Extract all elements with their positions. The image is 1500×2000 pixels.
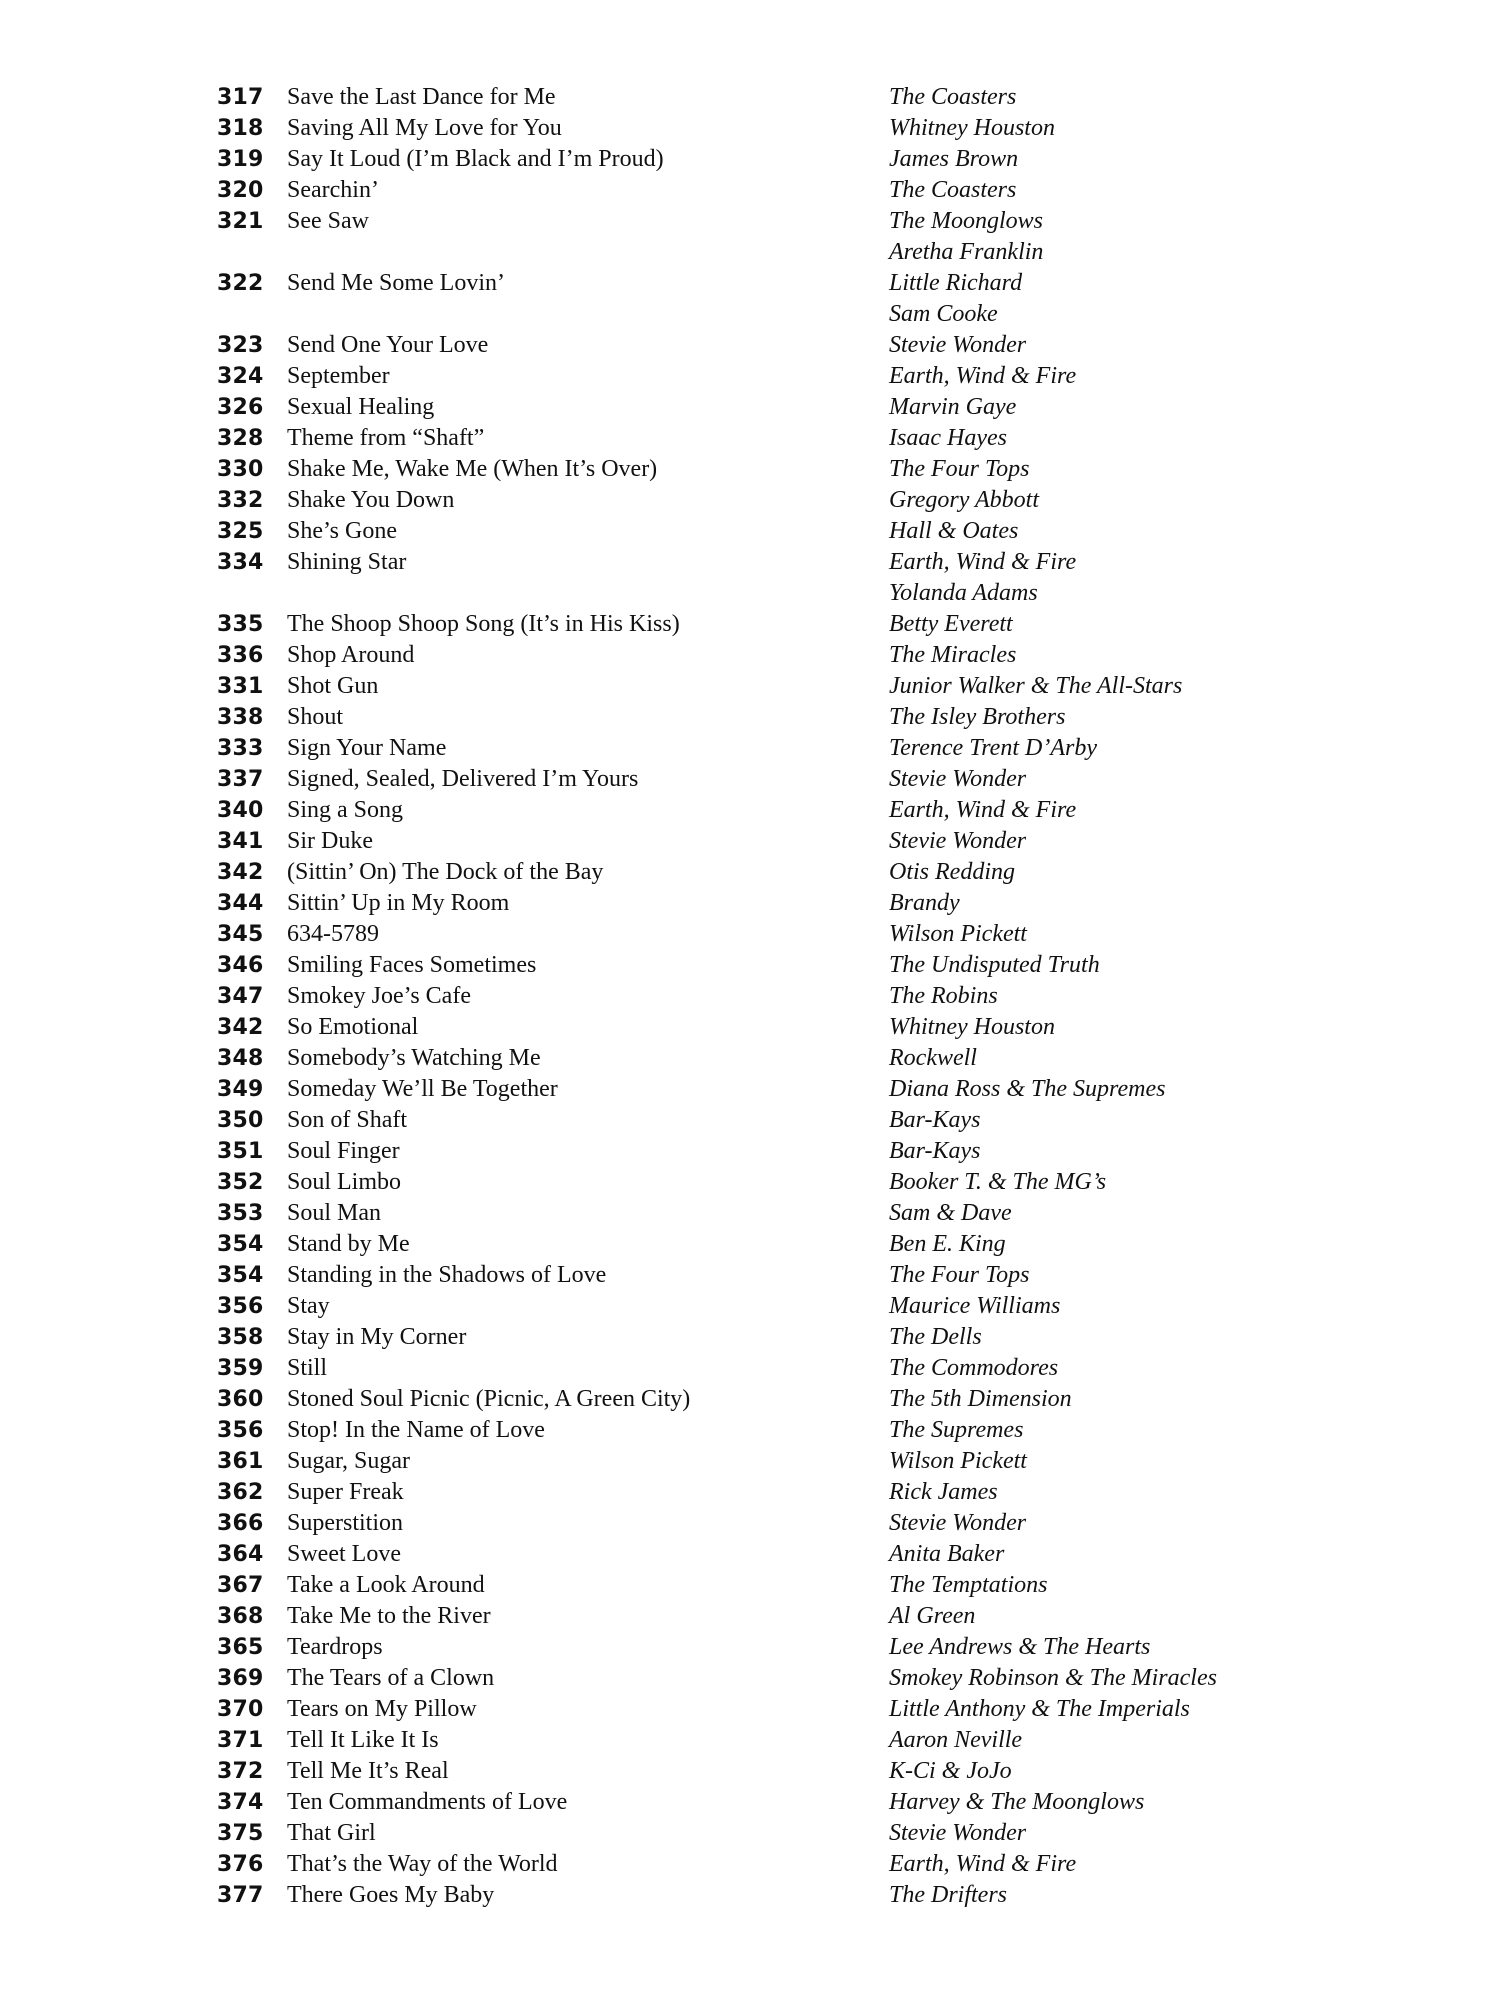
song-row — [217, 392, 1317, 423]
song-row — [217, 671, 1317, 702]
song-index-list — [217, 82, 1317, 1911]
song-row — [217, 1105, 1317, 1136]
song-title: Sir Duke — [287, 828, 373, 854]
song-artist: Stevie Wonder — [889, 332, 1027, 358]
song-artist: The Coasters — [889, 84, 1017, 110]
song-number: 369 — [217, 1666, 264, 1691]
song-title: 634-5789 — [287, 921, 379, 947]
song-row — [217, 1074, 1317, 1105]
song-title: That Girl — [287, 1820, 376, 1846]
song-title: (Sittin’ On) The Dock of the Bay — [287, 859, 604, 885]
song-row — [217, 1818, 1317, 1849]
song-artist: The Dells — [889, 1324, 982, 1350]
song-title: Sittin’ Up in My Room — [287, 890, 510, 916]
song-artist: Earth, Wind & Fire — [889, 363, 1077, 389]
song-artist: The Coasters — [889, 177, 1017, 203]
song-title: Tell Me It’s Real — [287, 1758, 449, 1784]
song-row — [217, 1756, 1317, 1787]
song-artist: Earth, Wind & Fire — [889, 797, 1077, 823]
song-title: Son of Shaft — [287, 1107, 407, 1133]
song-number: 365 — [217, 1635, 264, 1660]
song-row — [217, 950, 1317, 981]
song-number: 358 — [217, 1325, 264, 1350]
song-number: 368 — [217, 1604, 264, 1629]
song-number: 364 — [217, 1542, 264, 1567]
song-artist: Whitney Houston — [889, 1014, 1055, 1040]
song-artist: Junior Walker & The All-Stars — [889, 673, 1183, 699]
song-number: 370 — [217, 1697, 264, 1722]
song-title: Still — [287, 1355, 328, 1381]
song-row — [217, 702, 1317, 733]
song-title: Stay — [287, 1293, 330, 1319]
song-row — [217, 113, 1317, 144]
song-row — [217, 1849, 1317, 1880]
song-title: Ten Commandments of Love — [287, 1789, 568, 1815]
song-number: 322 — [217, 271, 264, 296]
song-row — [217, 857, 1317, 888]
song-title: Saving All My Love for You — [287, 115, 562, 141]
song-title: Take a Look Around — [287, 1572, 485, 1598]
song-artist: Gregory Abbott — [889, 487, 1039, 513]
song-row — [217, 175, 1317, 206]
song-number: 326 — [217, 395, 264, 420]
song-title: Smiling Faces Sometimes — [287, 952, 537, 978]
song-artist: Hall & Oates — [889, 518, 1019, 544]
song-number: 354 — [217, 1232, 264, 1257]
song-row — [217, 1415, 1317, 1446]
song-number: 349 — [217, 1077, 264, 1102]
song-title: Smokey Joe’s Cafe — [287, 983, 471, 1009]
song-artist: The Commodores — [889, 1355, 1059, 1381]
song-artist: The Robins — [889, 983, 998, 1009]
song-title: She’s Gone — [287, 518, 397, 544]
song-row — [217, 1446, 1317, 1477]
song-title: Save the Last Dance for Me — [287, 84, 556, 110]
song-number: 321 — [217, 209, 264, 234]
song-number: 359 — [217, 1356, 264, 1381]
song-title: Soul Limbo — [287, 1169, 402, 1195]
song-number: 350 — [217, 1108, 264, 1133]
song-artist: Rockwell — [889, 1045, 977, 1071]
song-artist: Isaac Hayes — [889, 425, 1007, 451]
song-number: 336 — [217, 643, 264, 668]
song-number: 361 — [217, 1449, 264, 1474]
song-artist: Rick James — [889, 1479, 998, 1505]
song-title: Superstition — [287, 1510, 404, 1536]
song-artist: Whitney Houston — [889, 115, 1055, 141]
song-row — [217, 206, 1317, 237]
song-artist: Stevie Wonder — [889, 1510, 1027, 1536]
song-title: Sugar, Sugar — [287, 1448, 411, 1474]
song-number: 360 — [217, 1387, 264, 1412]
song-row — [217, 826, 1317, 857]
song-artist: Anita Baker — [889, 1541, 1005, 1567]
song-artist: Wilson Pickett — [889, 1448, 1027, 1474]
song-number: 377 — [217, 1883, 264, 1908]
song-row — [217, 516, 1317, 547]
song-number: 320 — [217, 178, 264, 203]
song-artist: Wilson Pickett — [889, 921, 1027, 947]
song-row — [217, 1601, 1317, 1632]
song-artist: The Undisputed Truth — [889, 952, 1100, 978]
song-row — [217, 919, 1317, 950]
song-row — [217, 888, 1317, 919]
song-title: The Tears of a Clown — [287, 1665, 495, 1691]
song-title: Somebody’s Watching Me — [287, 1045, 541, 1071]
song-title: So Emotional — [287, 1014, 419, 1040]
song-title: Shake You Down — [287, 487, 455, 513]
song-number: 341 — [217, 829, 264, 854]
song-row — [217, 733, 1317, 764]
song-title: Shake Me, Wake Me (When It’s Over) — [287, 456, 658, 482]
song-artist: The Four Tops — [889, 456, 1030, 482]
song-number: 372 — [217, 1759, 264, 1784]
song-artist: Brandy — [889, 890, 960, 916]
song-title: Soul Man — [287, 1200, 382, 1226]
song-number: 374 — [217, 1790, 264, 1815]
song-artist: Lee Andrews & The Hearts — [889, 1634, 1151, 1660]
song-number: 325 — [217, 519, 264, 544]
song-number: 342 — [217, 1015, 264, 1040]
song-artist: The Temptations — [889, 1572, 1048, 1598]
song-row — [217, 1136, 1317, 1167]
song-number: 348 — [217, 1046, 264, 1071]
song-number: 356 — [217, 1294, 264, 1319]
song-title: Sing a Song — [287, 797, 404, 823]
song-title: Signed, Sealed, Delivered I’m Yours — [287, 766, 639, 792]
song-artist: Sam & Dave — [889, 1200, 1012, 1226]
song-number: 335 — [217, 612, 264, 637]
song-title: Shout — [287, 704, 344, 730]
song-artist: Little Richard — [889, 270, 1023, 296]
song-title: See Saw — [287, 208, 369, 234]
song-row — [217, 330, 1317, 361]
song-artist: Aaron Neville — [889, 1727, 1023, 1753]
song-row — [217, 1229, 1317, 1260]
song-number: 351 — [217, 1139, 264, 1164]
song-row — [217, 1663, 1317, 1694]
song-row — [217, 981, 1317, 1012]
song-number: 317 — [217, 85, 264, 110]
song-artist: Al Green — [889, 1603, 976, 1629]
song-artist: Stevie Wonder — [889, 828, 1027, 854]
song-artist: The Moonglows — [889, 208, 1044, 234]
song-artist: Bar-Kays — [889, 1138, 981, 1164]
song-row — [217, 1477, 1317, 1508]
song-artist: Marvin Gaye — [889, 394, 1017, 420]
song-artist: The Four Tops — [889, 1262, 1030, 1288]
song-artist: James Brown — [889, 146, 1019, 172]
song-row — [217, 144, 1317, 175]
song-title: Take Me to the River — [287, 1603, 491, 1629]
song-artist: Sam Cooke — [889, 301, 998, 327]
song-title: Send One Your Love — [287, 332, 489, 358]
song-artist: The Miracles — [889, 642, 1017, 668]
song-number: 347 — [217, 984, 264, 1009]
song-row — [217, 1725, 1317, 1756]
song-number: 366 — [217, 1511, 264, 1536]
song-row — [217, 268, 1317, 299]
song-number: 333 — [217, 736, 264, 761]
song-artist: Stevie Wonder — [889, 1820, 1027, 1846]
song-row — [217, 1508, 1317, 1539]
song-title: Say It Loud (I’m Black and I’m Proud) — [287, 146, 664, 172]
song-row — [217, 1632, 1317, 1663]
song-title: Stoned Soul Picnic (Picnic, A Green City) — [287, 1386, 691, 1412]
song-number: 334 — [217, 550, 264, 575]
song-number: 352 — [217, 1170, 264, 1195]
song-row — [217, 795, 1317, 826]
song-title: Teardrops — [287, 1634, 383, 1660]
song-row — [217, 1043, 1317, 1074]
song-artist: The Drifters — [889, 1882, 1008, 1908]
song-number: 371 — [217, 1728, 264, 1753]
song-row — [217, 1198, 1317, 1229]
song-row — [217, 454, 1317, 485]
song-artist: Maurice Williams — [889, 1293, 1061, 1319]
song-title: September — [287, 363, 390, 389]
song-row — [217, 299, 1317, 330]
song-number: 342 — [217, 860, 264, 885]
song-artist: The 5th Dimension — [889, 1386, 1072, 1412]
song-title: Stop! In the Name of Love — [287, 1417, 545, 1443]
song-row — [217, 1787, 1317, 1818]
song-title: Soul Finger — [287, 1138, 400, 1164]
song-artist: Earth, Wind & Fire — [889, 549, 1077, 575]
song-number: 332 — [217, 488, 264, 513]
song-number: 354 — [217, 1263, 264, 1288]
song-title: Super Freak — [287, 1479, 404, 1505]
song-row — [217, 82, 1317, 113]
song-row — [217, 1260, 1317, 1291]
song-row — [217, 485, 1317, 516]
song-row — [217, 1694, 1317, 1725]
song-row — [217, 1880, 1317, 1911]
song-row — [217, 361, 1317, 392]
song-row — [217, 1291, 1317, 1322]
song-artist: Smokey Robinson & The Miracles — [889, 1665, 1217, 1691]
song-number: 356 — [217, 1418, 264, 1443]
song-title: There Goes My Baby — [287, 1882, 495, 1908]
song-title: Shot Gun — [287, 673, 379, 699]
song-number: 376 — [217, 1852, 264, 1877]
song-artist: Betty Everett — [889, 611, 1013, 637]
song-number: 353 — [217, 1201, 264, 1226]
song-row — [217, 1012, 1317, 1043]
song-artist: Ben E. King — [889, 1231, 1006, 1257]
song-artist: Little Anthony & The Imperials — [889, 1696, 1190, 1722]
song-number: 344 — [217, 891, 264, 916]
song-row — [217, 640, 1317, 671]
song-number: 318 — [217, 116, 264, 141]
song-artist: Booker T. & The MG’s — [889, 1169, 1107, 1195]
song-artist: Aretha Franklin — [889, 239, 1044, 265]
song-title: Sign Your Name — [287, 735, 447, 761]
song-row — [217, 1167, 1317, 1198]
song-artist: Terence Trent D’Arby — [889, 735, 1097, 761]
song-title: Sexual Healing — [287, 394, 435, 420]
song-number: 340 — [217, 798, 264, 823]
song-artist: Yolanda Adams — [889, 580, 1038, 606]
song-number: 330 — [217, 457, 264, 482]
song-number: 346 — [217, 953, 264, 978]
song-number: 345 — [217, 922, 264, 947]
song-number: 331 — [217, 674, 264, 699]
song-row — [217, 547, 1317, 578]
song-number: 319 — [217, 147, 264, 172]
song-title: Searchin’ — [287, 177, 379, 203]
song-row — [217, 578, 1317, 609]
song-artist: The Supremes — [889, 1417, 1024, 1443]
song-title: Tell It Like It Is — [287, 1727, 439, 1753]
song-artist: Bar-Kays — [889, 1107, 981, 1133]
song-row — [217, 237, 1317, 268]
song-title: Someday We’ll Be Together — [287, 1076, 558, 1102]
song-artist: Otis Redding — [889, 859, 1015, 885]
song-number: 338 — [217, 705, 264, 730]
song-row — [217, 1384, 1317, 1415]
song-number: 337 — [217, 767, 264, 792]
song-number: 324 — [217, 364, 264, 389]
song-artist: K-Ci & JoJo — [889, 1758, 1012, 1784]
song-title: Tears on My Pillow — [287, 1696, 477, 1722]
song-title: Sweet Love — [287, 1541, 401, 1567]
song-artist: Harvey & The Moonglows — [889, 1789, 1145, 1815]
song-number: 375 — [217, 1821, 264, 1846]
song-title: That’s the Way of the World — [287, 1851, 558, 1877]
song-title: Shining Star — [287, 549, 407, 575]
song-row — [217, 1570, 1317, 1601]
song-title: Stand by Me — [287, 1231, 410, 1257]
song-number: 362 — [217, 1480, 264, 1505]
song-artist: Diana Ross & The Supremes — [889, 1076, 1166, 1102]
song-row — [217, 609, 1317, 640]
song-row — [217, 1353, 1317, 1384]
song-row — [217, 423, 1317, 454]
song-number: 328 — [217, 426, 264, 451]
song-row — [217, 1322, 1317, 1353]
song-number: 323 — [217, 333, 264, 358]
song-row — [217, 1539, 1317, 1570]
song-title: Shop Around — [287, 642, 415, 668]
song-artist: Earth, Wind & Fire — [889, 1851, 1077, 1877]
song-title: Theme from “Shaft” — [287, 425, 485, 451]
song-row — [217, 764, 1317, 795]
song-artist: The Isley Brothers — [889, 704, 1066, 730]
song-number: 367 — [217, 1573, 264, 1598]
song-title: The Shoop Shoop Song (It’s in His Kiss) — [287, 611, 680, 637]
song-title: Stay in My Corner — [287, 1324, 467, 1350]
song-artist: Stevie Wonder — [889, 766, 1027, 792]
song-title: Standing in the Shadows of Love — [287, 1262, 607, 1288]
song-title: Send Me Some Lovin’ — [287, 270, 505, 296]
